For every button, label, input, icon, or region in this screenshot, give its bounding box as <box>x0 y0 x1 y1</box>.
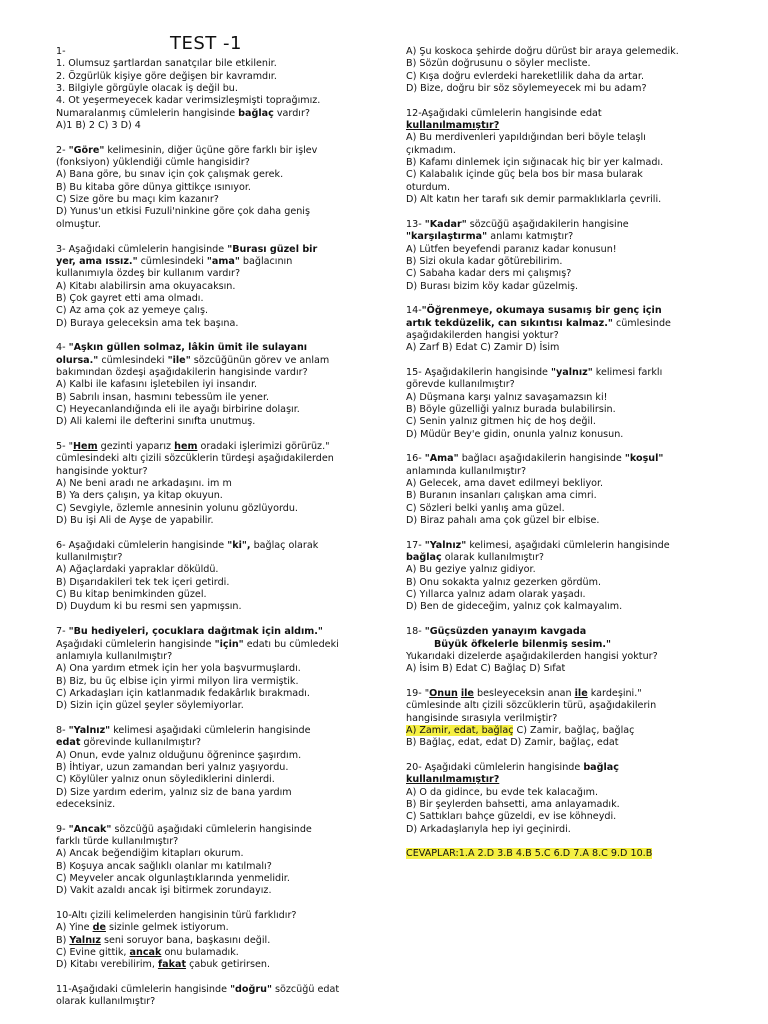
left-column <box>56 46 376 1009</box>
option-b: B) Sözün doğrusunu o söyler mecliste. <box>406 58 591 70</box>
question-stem: kullanımıyla özdeş bir kullanım vardır? <box>56 268 241 280</box>
option-c: C) Arkadaşları için katlanmadık fedakârlık bırakmadı. <box>56 687 310 699</box>
option-d: edeceksiniz. <box>56 798 116 810</box>
question-stem: hangisinde yoktur? <box>56 465 148 477</box>
option-c: oturdum. <box>406 181 451 193</box>
option-c: C) Kalabalık içinde güç bela bos bir masa bularak <box>406 169 643 181</box>
question-stem: 16- "Ama" bağlacı aşağıdakilerin hangisinde "koşul" <box>406 453 664 465</box>
question-stem: artık tekdüzelik, can sıkıntısı kalmaz." cümlesinde <box>406 317 671 329</box>
question-9 <box>56 824 376 898</box>
option-d: D) Sizin için güzel şeyler söylemiyorlar. <box>56 700 244 712</box>
option-d: D) Vakit azaldı ancak işi bitirmek zorundayız. <box>56 885 272 897</box>
question-stem: bağlaç olarak kullanılmıştır? <box>406 552 544 564</box>
answer-options: A) Zarf B) Edat C) Zamir D) İsim <box>406 342 560 354</box>
question-10 <box>56 910 376 972</box>
option-a: A) Yine de sizinle gelmek istiyorum. <box>56 922 229 934</box>
question-stem: 4- "Aşkın güllen solmaz, lâkin ümit ile sulayanı <box>56 342 308 354</box>
question-6 <box>56 540 376 614</box>
question-stem: 5- "Hem gezinti yaparız hem oradaki işlerimizi görürüz." <box>56 441 330 452</box>
option-d: D) Biraz pahalı ama çok güzel bir elbise. <box>406 515 600 527</box>
option-c: C) Bu kitap benimkinden güzel. <box>56 589 207 601</box>
options-row-2: B) Bağlaç, edat, edat D) Zamir, bağlaç, edat <box>406 737 619 749</box>
option-a: A) Şu koskoca şehirde doğru dürüst bir araya gelemedik. <box>406 46 679 57</box>
option-c: C) Evine gittik, ancak onu bulamadık. <box>56 947 239 959</box>
statement: 4. Ot yeşermeyecek kadar verimsizleşmişti toprağımız. <box>56 95 321 107</box>
option-c: C) Sabaha kadar ders mi çalışmış? <box>406 268 572 280</box>
question-stem: edat görevinde kullanılmıştır? <box>56 737 201 749</box>
option-b: B) Bir şeylerden bahsetti, ama anlayamadık. <box>406 798 620 810</box>
option-c: C) Köylüler yalnız onun söylediklerini dinlerdi. <box>56 774 275 786</box>
option-a: A) Kitabı alabilirsin ama okuyacaksın. <box>56 280 236 292</box>
option-b: B) Koşuya ancak sağlıklı olanlar mı katılmalı? <box>56 860 272 872</box>
option-a: A) Gelecek, ama davet edilmeyi bekliyor. <box>406 478 604 490</box>
option-d: D) Bize, doğru bir söz söylemeyecek mi bu adam? <box>406 83 647 95</box>
question-2 <box>56 145 376 231</box>
question-number: 1- <box>56 46 66 57</box>
options-row-1: A) Zamir, edat, bağlaç C) Zamir, bağlaç, bağlaç <box>406 724 635 736</box>
question-stem: 7- "Bu hediyeleri, çocuklara dağıtmak için aldım." <box>56 626 323 638</box>
answer-key <box>406 848 728 860</box>
answer-key-text: CEVAPLAR:1.A 2.D 3.B 4.B 5.C 6.D 7.A 8.C 9.D 10.B <box>406 848 653 860</box>
question-14 <box>406 305 728 354</box>
question-stem: Numaralanmış cümlelerin hangisinde bağlaç vardır? <box>56 107 311 119</box>
option-a: A) Lütfen beyefendi paranız kadar konusun! <box>406 243 617 255</box>
option-b: B) Bu kitaba göre dünya gittikçe ısınıyor. <box>56 181 251 193</box>
statement: 3. Bilgiyle görgüyle olacak iş değil bu. <box>56 83 238 95</box>
question-stem: kullanılmıştır? <box>56 552 123 564</box>
option-a: A) Ağaçlardaki yapraklar döküldü. <box>56 564 219 576</box>
option-b: B) Ya ders çalışın, ya kitap okuyun. <box>56 490 223 502</box>
option-d: D) Size yardım ederim, yalnız siz de bana yardım <box>56 786 292 798</box>
question-stem: yer, ama ıssız." cümlesindeki "ama" bağlacının <box>56 255 293 267</box>
question-stem: 17- "Yalnız" kelimesi, aşağıdaki cümlelerin hangisinde <box>406 539 670 551</box>
option-b: B) Sizi okula kadar götürebilirim. <box>406 255 563 267</box>
statement: 2. Özgürlük kişiye göre değişen bir kavramdır. <box>56 70 277 82</box>
question-20 <box>406 762 728 836</box>
question-stem: farklı türde kullanılmıştır? <box>56 836 179 847</box>
option-c: C) Size göre bu maçı kim kazanır? <box>56 194 219 206</box>
question-16 <box>406 453 728 527</box>
option-c: C) Meyveler ancak olgunlaştıklarında yenmelidir. <box>56 873 290 885</box>
question-stem: anlamında kullanılmıştır? <box>406 465 527 477</box>
question-4 <box>56 342 376 428</box>
question-stem: 6- Aşağıdaki cümlelerin hangisinde "ki", bağlaç olarak <box>56 539 319 551</box>
question-stem: aşağıdakilerden hangisi yoktur? <box>406 329 559 341</box>
question-15 <box>406 367 728 441</box>
option-b: B) Onu sokakta yalnız gezerken gördüm. <box>406 576 601 588</box>
option-c: C) Yıllarca yalnız adam olarak yaşadı. <box>406 589 586 601</box>
question-stem: görevde kullanılmıştır? <box>406 379 515 391</box>
question-stem: cümlesinde altı çizili sözcüklerin türü, aşağıdakilerin <box>406 700 657 712</box>
option-d: olmuştur. <box>56 218 101 230</box>
option-a: A) Ne beni aradı ne arkadaşını. im m <box>56 478 232 490</box>
question-stem: cümlesindeki altı çizili sözcüklerin türdeşi aşağıdakilerden <box>56 453 334 465</box>
option-b: B) Kafamı dinlemek için sığınacak hiç bir yer kalmadı. <box>406 157 664 169</box>
question-3 <box>56 244 376 330</box>
option-c: C) Sevgiyle, özlemle annesinin yolunu gözlüyordu. <box>56 502 298 514</box>
question-stem: 12-Aşağıdaki cümlelerin hangisinde edat <box>406 107 602 119</box>
right-column <box>406 46 728 861</box>
question-8 <box>56 725 376 811</box>
option-a: A) Bu geziye yalnız gidiyor. <box>406 564 536 576</box>
question-5 <box>56 441 376 527</box>
question-stem: 18- "Güçsüzden yanayım kavgada <box>406 626 587 638</box>
question-12 <box>406 108 728 207</box>
option-b: B) İhtiyar, uzun zamandan beri yalnız yaşıyordu. <box>56 761 289 773</box>
question-stem: (fonksiyon) yüklendiği cümle hangisidir? <box>56 157 250 169</box>
question-stem: 3- Aşağıdaki cümlelerin hangisinde "Burası güzel bir <box>56 243 318 255</box>
answer-options: A) İsim B) Edat C) Bağlaç D) Sıfat <box>406 663 566 675</box>
option-a: A) Kalbi ile kafasını işletebilen iyi insandır. <box>56 379 258 391</box>
option-d: D) Burası bizim köy kadar güzelmiş. <box>406 280 579 292</box>
option-b: B) Biz, bu üç elbise için yirmi milyon lira vermiştik. <box>56 675 299 687</box>
question-11-options <box>406 46 728 95</box>
option-a: çıkmadım. <box>406 144 456 156</box>
question-17 <box>406 540 728 614</box>
question-stem: 14-"Öğrenmeye, okumaya susamış bir genç için <box>406 305 662 317</box>
option-c: C) Kışa doğru evlerdeki hareketlilik daha da artar. <box>406 70 644 82</box>
option-a: A) Ancak beğendiğim kitapları okurum. <box>56 848 244 860</box>
question-7 <box>56 626 376 712</box>
option-a: A) O da gidince, bu evde tek kalacağım. <box>406 786 599 798</box>
question-stem: Yukarıdaki dizelerde aşağıdakilerden hangisi yoktur? <box>406 650 658 662</box>
question-stem: 8- "Yalnız" kelimesi aşağıdaki cümlelerin hangisinde <box>56 724 311 736</box>
question-stem: 13- "Kadar" sözcüğü aşağıdakilerin hangisine <box>406 218 629 230</box>
question-stem: olursa." cümlesindeki "ile" sözcüğünün görev ve anlam <box>56 354 330 366</box>
answer-options: A)1 B) 2 C) 3 D) 4 <box>56 120 141 132</box>
option-a: A) Bana göre, bu sınav için çok çalışmak gerek. <box>56 169 284 181</box>
option-d: D) Ben de gideceğim, yalnız çok kalmayalım. <box>406 601 623 613</box>
question-stem: Büyük öfkelerle bilenmiş sesim." <box>434 638 611 650</box>
question-stem: 15- Aşağıdakilerin hangisinde "yalnız" kelimesi farklı <box>406 366 663 378</box>
question-stem: 9- "Ancak" sözcüğü aşağıdaki cümlelerin hangisinde <box>56 823 312 835</box>
highlighted-option-a: A) Zamir, edat, bağlaç <box>406 724 514 736</box>
question-13 <box>406 219 728 293</box>
question-stem: olarak kullanılmıştır? <box>56 996 156 1008</box>
option-d: D) Yunus'un etkisi Fuzuli'ninkine göre çok daha geniş <box>56 206 310 218</box>
question-stem: Aşağıdaki cümlelerin hangisinde "için" edatı bu cümledeki <box>56 638 339 650</box>
option-b: B) Yalnız seni soruyor bana, başkasını değil. <box>56 934 271 946</box>
question-18 <box>406 626 728 675</box>
question-stem: 10-Altı çizili kelimelerden hangisinin türü farklıdır? <box>56 910 297 922</box>
option-d: D) Ali kalemi ile defterini sınıfta unutmuş. <box>56 416 256 428</box>
question-stem: kullanılmamıştır? <box>406 774 500 786</box>
question-stem: anlamıyla kullanılmıştır? <box>56 650 173 662</box>
option-d: D) Kitabı verebilirim, fakat çabuk getirirsen. <box>56 959 271 971</box>
option-a: A) Ona yardım etmek için her yola başvurmuşlardı. <box>56 663 301 675</box>
option-b: B) Böyle güzelliği yalnız burada bulabilirsin. <box>406 403 616 415</box>
option-d: D) Müdür Bey'e gidin, onunla yalnız konusun. <box>406 428 624 440</box>
option-c: C) Sözleri belki yanlış ama güzel. <box>406 502 565 514</box>
question-stem: 11-Aşağıdaki cümlelerin hangisinde "doğru" sözcüğü edat <box>56 984 340 996</box>
option-b: B) Dışarıdakileri tek tek içeri getirdi. <box>56 576 230 588</box>
question-1 <box>56 46 376 132</box>
option-a: A) Bu merdivenleri yapıldığından beri böyle telaşlı <box>406 132 646 144</box>
option-a: A) Düşmana karşı yalnız savaşamazsın ki! <box>406 391 608 403</box>
option-c: C) Heyecanlandığında eli ile ayağı birbirine dolaşır. <box>56 403 300 415</box>
option-c: C) Sattıkları bahçe güzeldi, ev ise köhneydi. <box>406 811 617 823</box>
test-title: TEST -1 <box>170 33 242 54</box>
question-stem: bakımından özdeşi aşağıdakilerin hangisinde vardır? <box>56 366 308 378</box>
option-a: A) Onun, evde yalnız olduğunu öğrenince şaşırdım. <box>56 749 302 761</box>
option-b: B) Sabrılı insan, hasmını tebessüm ile yener. <box>56 391 270 403</box>
question-19 <box>406 688 728 750</box>
question-11 <box>56 984 376 1009</box>
question-stem: "karşılaştırma" anlamı katmıştır? <box>406 231 574 243</box>
option-b: B) Çok gayret etti ama olmadı. <box>56 292 204 304</box>
option-d: D) Alt katın her tarafı sık demir parmaklıklarla çevrili. <box>406 194 662 206</box>
option-d: D) Duydum ki bu resmi sen yapmışsın. <box>56 601 242 613</box>
option-d: D) Arkadaşlarıyla hep iyi geçinirdi. <box>406 823 571 835</box>
question-stem: 2- "Göre" kelimesinin, diğer üçüne göre farklı bir işlev <box>56 144 318 156</box>
question-stem: 19- "Onun ile besleyeceksin anan ile kardeşini." <box>406 687 642 699</box>
option-b: B) Buranın insanları çalışkan ama cimri. <box>406 490 597 502</box>
statement: 1. Olumsuz şartlardan sanatçılar bile etkilenir. <box>56 58 277 70</box>
option-c: C) Az ama çok az yemeye çalış. <box>56 305 208 317</box>
option-c: C) Senin yalnız gitmen hiç de hoş değil. <box>406 416 596 428</box>
question-stem: 20- Aşağıdaki cümlelerin hangisinde bağlaç <box>406 761 619 773</box>
option-d: D) Bu işi Ali de Ayşe de yapabilir. <box>56 515 214 527</box>
option-d: D) Buraya geleceksin ama tek başına. <box>56 317 239 329</box>
question-stem: hangisinde sırasıyla verilmiştir? <box>406 712 558 724</box>
question-stem: kullanılmamıştır? <box>406 120 500 132</box>
